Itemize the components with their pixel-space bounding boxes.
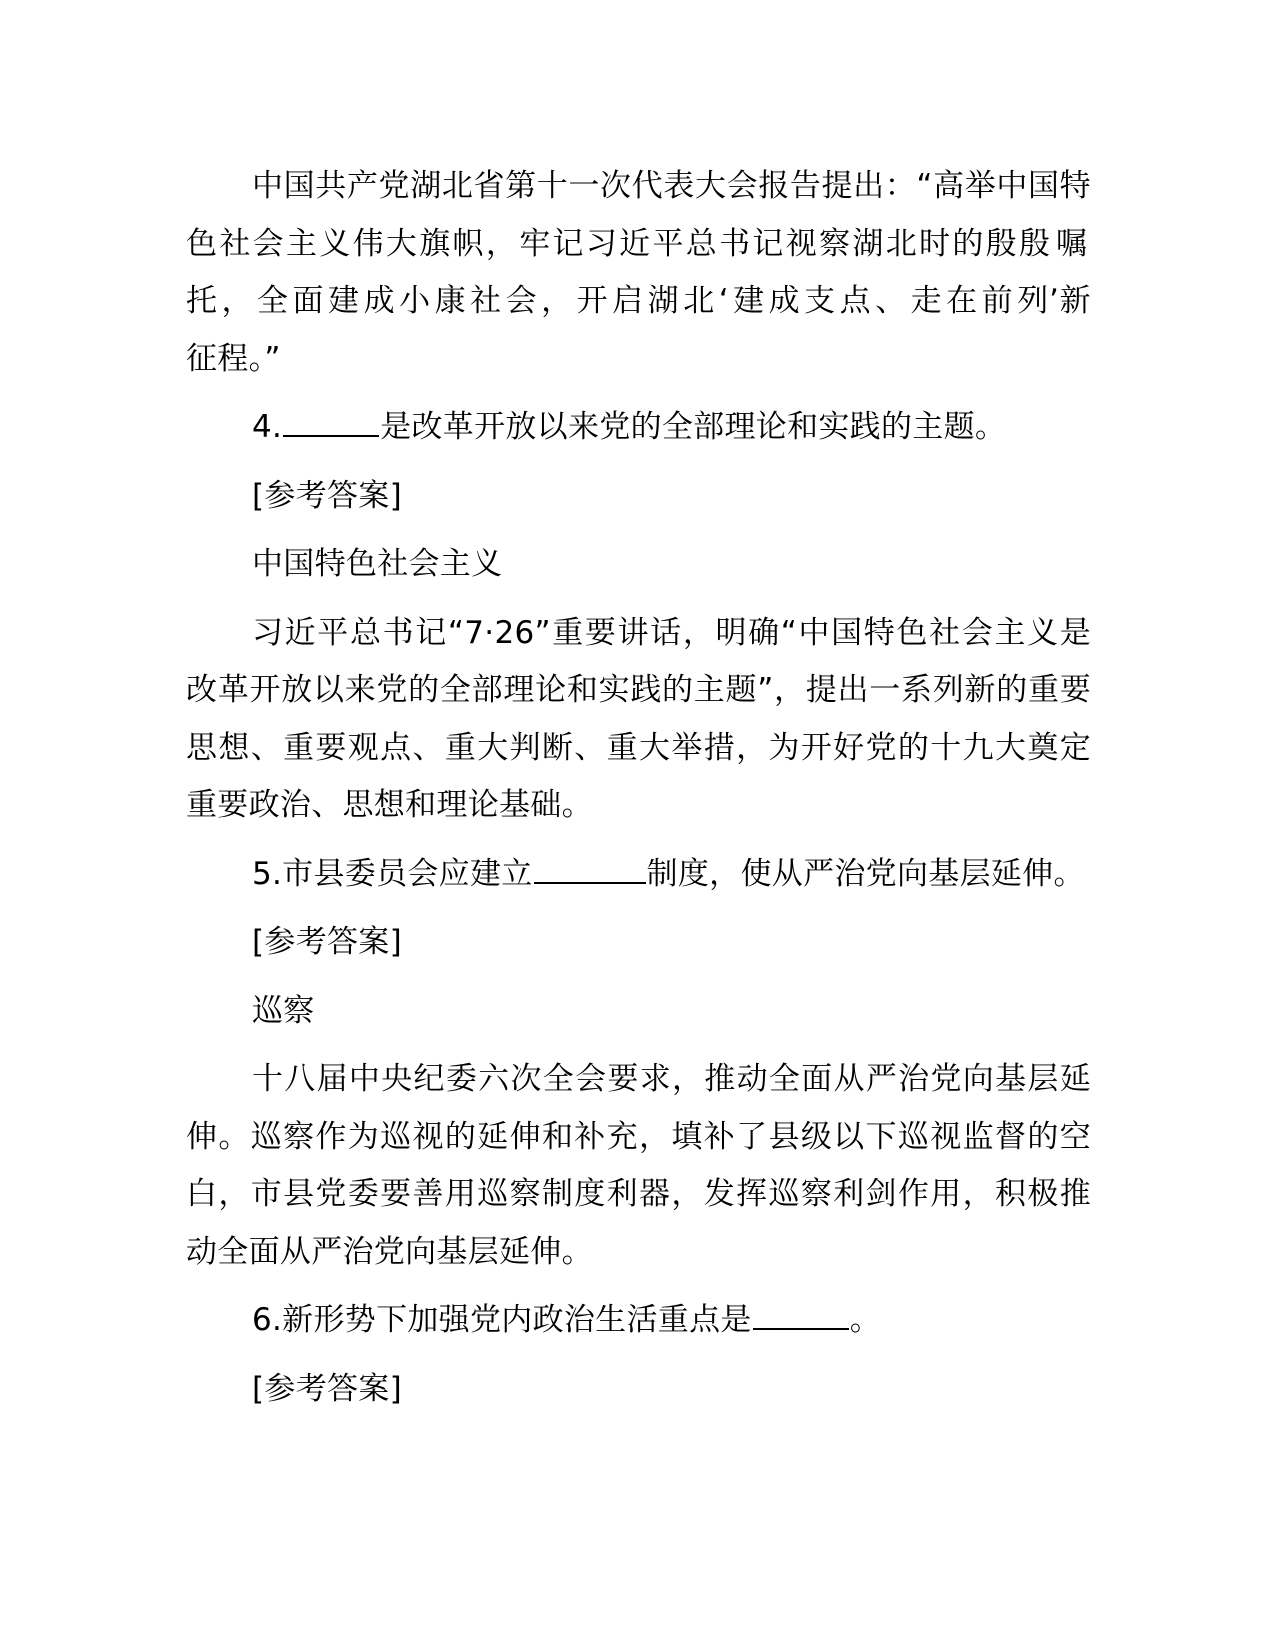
question-6-text-before: 6.新形势下加强党内政治生活重点是	[252, 1302, 752, 1338]
question-6-blank	[753, 1297, 849, 1330]
answer-label-5: [参考答案]	[252, 924, 402, 960]
question-5-text-before: 5.市县委员会应建立	[252, 855, 533, 892]
intro-text-part1: 中国共产党湖北省第十一次代表大会报告提出：“高举中国特色社会主义伟大旗帜，牢记习近平总书记视察湖北时的殷	[186, 168, 1091, 262]
document-body	[186, 158, 1091, 1429]
answer-5: 巡察	[252, 992, 315, 1029]
answer-4: 中国特色社会主义	[252, 546, 503, 582]
question-4-text: 是改革开放以来党的全部理论和实践的主题。	[380, 409, 1007, 445]
question-5-blank	[534, 851, 646, 884]
intro-text-part3: 列’新征程。”	[186, 283, 1091, 377]
answer-label-4: [参考答案]	[252, 477, 402, 514]
question-4	[186, 399, 1091, 457]
question-6-text-after: 。	[849, 1302, 881, 1338]
intro-paragraph	[186, 158, 1091, 388]
explanation-5: 十八届中央纪委六次全会要求，推动全面从严治党向基层延伸。巡察作为巡视的延伸和补充，填补了县级以下巡视监督的空白，市县党委要善用巡察制度利器，发挥巡察利剑作用，积极推动全面从严治党向基层延伸。	[186, 1061, 1091, 1270]
question-4-blank	[283, 404, 379, 437]
answer-label-6: [参考答案]	[252, 1370, 402, 1407]
question-4-number: 4.	[252, 409, 283, 445]
explanation-4: 习近平总书记“7·26”重要讲话，明确“中国特色社会主义是改革开放以来党的全部理论和实践的主题”，提出一系列新的重要思想、重要观点、重大判断、重大举措，为开好党的十九大奠定重要政治、思想和理论基础。	[186, 614, 1091, 823]
question-5-text-after: 制度，使从严治党向基层延伸。	[646, 855, 1085, 892]
question-5	[186, 846, 1091, 904]
intro-text-part2: 殷嘱托，全面建成小康社会，开启湖北‘建成支点、走在前	[186, 225, 1092, 319]
question-6	[186, 1292, 1091, 1350]
